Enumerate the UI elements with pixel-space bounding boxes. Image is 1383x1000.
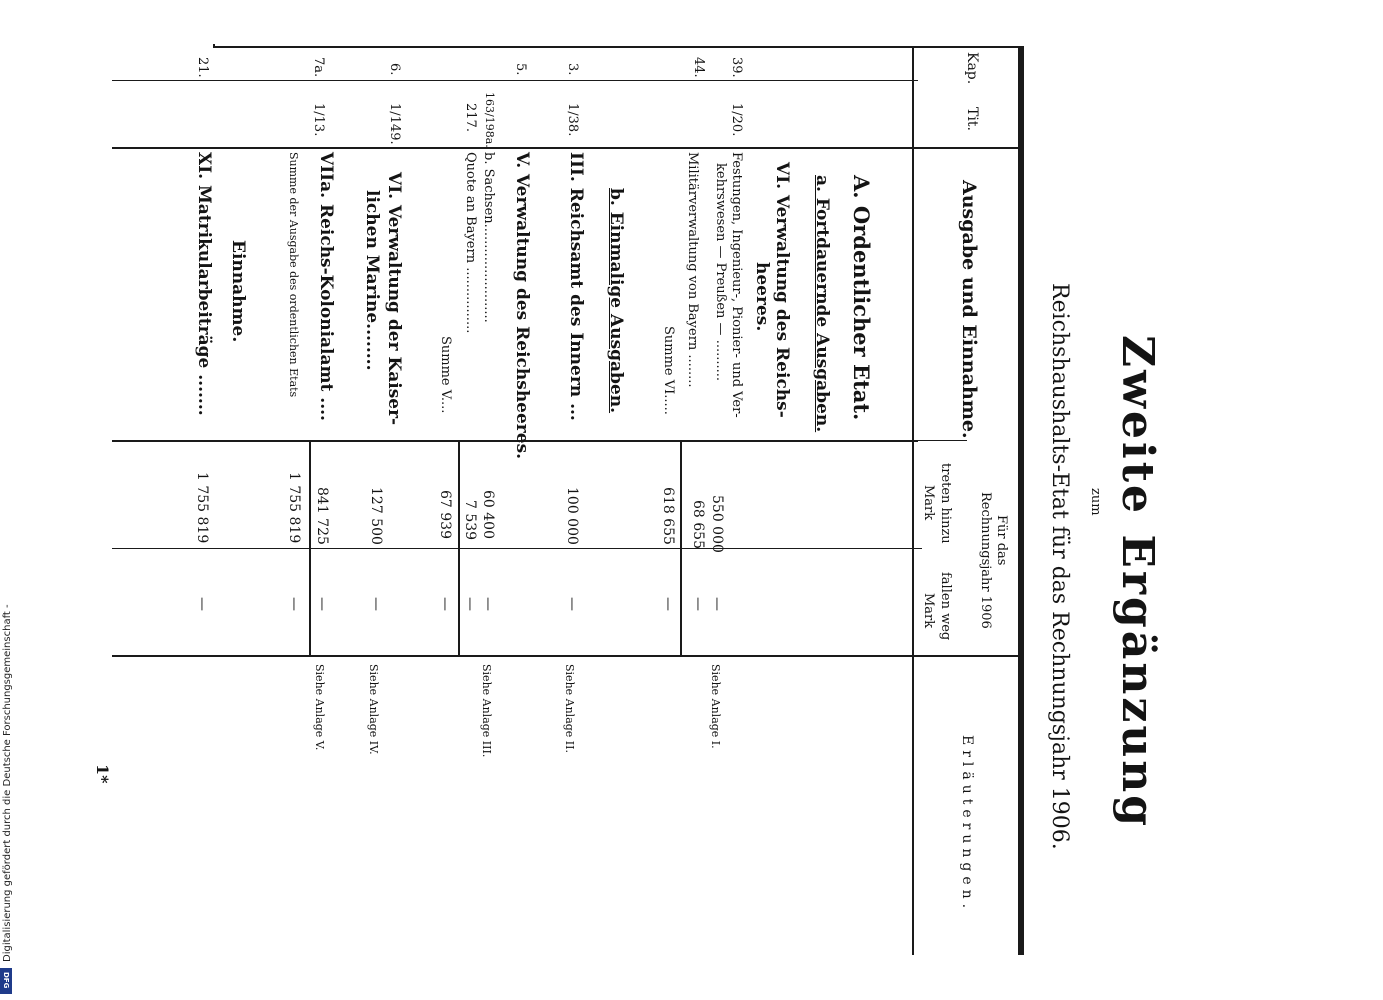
col-separator-amounts [112,548,922,549]
row5-treten: 60 400 [480,490,496,539]
row4-kap: 3. [565,63,580,76]
col-separator-notes [112,655,1022,657]
row1-note: Siehe Anlage I. [709,664,722,749]
section-a-ordentlicher-etat: A. Ordentlicher Etat. [849,175,874,421]
row7-summe-v: Summe V.... [438,336,453,414]
row6-fallen: — [462,597,478,611]
row10-treten: 1 755 819 [286,472,302,544]
row8-tit: 1/149. [387,103,402,145]
row5-note: Siehe Anlage III. [480,664,493,758]
row2-kap: 44. [691,57,706,78]
row6-text: Quote an Bayern ................ [463,152,478,334]
document-zum: zum [1088,488,1103,516]
row2-fallen: — [690,597,706,611]
col-header-tit: Tit. [964,107,980,131]
row1-text-2: kehrswesen — Preußen — .......... [713,163,728,382]
section-einnahme: Einnahme. [228,240,248,343]
col-header-fuer-das: Für das [994,515,1009,566]
row9-fallen: — [314,597,330,611]
section-iii-innern: III. Reichsamt des Innern ... [566,152,586,421]
row5-kap: 5. [513,63,528,76]
section-vi-marine-1: VI. Verwaltung der Kaiser- [384,172,404,426]
section-b-einmalige: b. Einmalige Ausgaben. [606,188,626,414]
digitization-footer-text: Digitalisierung gefördert durch die Deutsche Forschungsgemeinschaft - [2,604,13,962]
document-title: Zweite Ergänzung [1112,335,1163,830]
row8-fallen: — [368,597,384,611]
row11-treten: 1 755 819 [194,472,210,544]
row2-text: Militärverwaltung von Bayern ........ [685,152,700,388]
row4-note: Siehe Anlage II. [563,664,576,753]
section-a-fortdauernde: a. Fortdauernde Ausgaben. [812,175,832,433]
section-vi-heer-2: heeres. [752,262,772,332]
row7-treten: 67 939 [437,490,453,539]
row10-summe-ordentlich: Summe der Ausgabe des ordentlichen Etats [287,152,300,398]
row8-treten: 127 500 [368,487,384,545]
section-xi-matrikular: XI. Matrikularbeiträge ....... [194,152,214,416]
row1-text-1: Festungen, Ingenieur-, Pionier- und Ver- [729,152,744,418]
row11-fallen: — [194,597,210,611]
row-separator-1 [112,80,918,81]
col-header-fallen-weg: fallen weg [938,572,953,641]
section-vi-marine-2: lichen Marine........ [362,190,382,371]
row5-fallen: — [480,597,496,611]
row9-treten: 841 725 [314,487,330,545]
row9-kap: 7a. [311,57,326,78]
document-subtitle: Reichshaushalts-Etat für das Rechnungsjahr 1906. [1047,283,1072,850]
row10-fallen: — [286,597,302,611]
dfg-logo-text: DFG [2,972,10,989]
section-viia-kolonialamt: VIIa. Reichs-Kolonialamt .... [316,152,336,421]
row1-fallen: — [709,597,725,611]
row4-tit: 1/38. [565,103,580,137]
col-header-treten-mark: Mark [921,485,936,521]
row3-summe-vi: Summe VI..... [661,326,676,415]
col-header-midrule [915,440,967,441]
row5-tit: 163/198a. [483,92,496,148]
col-header-erlaeuterungen: Erläuterungen. [959,735,975,914]
col-header-rechnungsjahr: Rechnungsjahr 1906 [978,492,993,629]
col-header-ausgabe: Ausgabe und Einnahme. [958,180,980,439]
col-header-fallen-mark: Mark [921,593,936,629]
subtotal-line-vi [680,440,682,656]
table-top-border [213,46,1024,48]
row4-treten: 100 000 [564,487,580,545]
page-number: 1* [93,764,112,784]
row2-treten: 68 655 [690,500,706,549]
row6-treten: 7 539 [462,500,478,541]
row4-fallen: — [564,597,580,611]
subtotal-line-v [458,440,460,656]
section-v-reichsheer: V. Verwaltung des Reichsheeres. [512,152,532,460]
row3-fallen: — [660,597,676,611]
row3-treten: 618 655 [660,487,676,545]
row5-text: b. Sachsen........................ [481,152,496,323]
row1-treten: 550 000 [709,495,725,553]
section-vi-heer-1: VI. Verwaltung des Reichs- [772,162,792,418]
row7-fallen: — [437,597,453,611]
table-header-separator [912,48,914,955]
subtotal-line-viia [309,440,311,656]
row8-kap: 6. [387,63,402,76]
row9-note: Siehe Anlage V. [313,664,326,751]
row1-tit: 1/20. [729,103,744,137]
row6-tit: 217. [463,103,478,132]
col-header-treten-hinzu: treten hinzu [938,463,953,544]
row11-kap: 21. [195,57,210,78]
row8-note: Siehe Anlage IV. [367,664,380,755]
table-border-right [1018,48,1024,955]
row1-kap: 39. [729,57,744,78]
col-header-kap: Kap. [964,52,980,85]
row9-tit: 1/13. [311,103,326,137]
row-separator-2 [112,147,1018,149]
dfg-logo [0,968,12,994]
